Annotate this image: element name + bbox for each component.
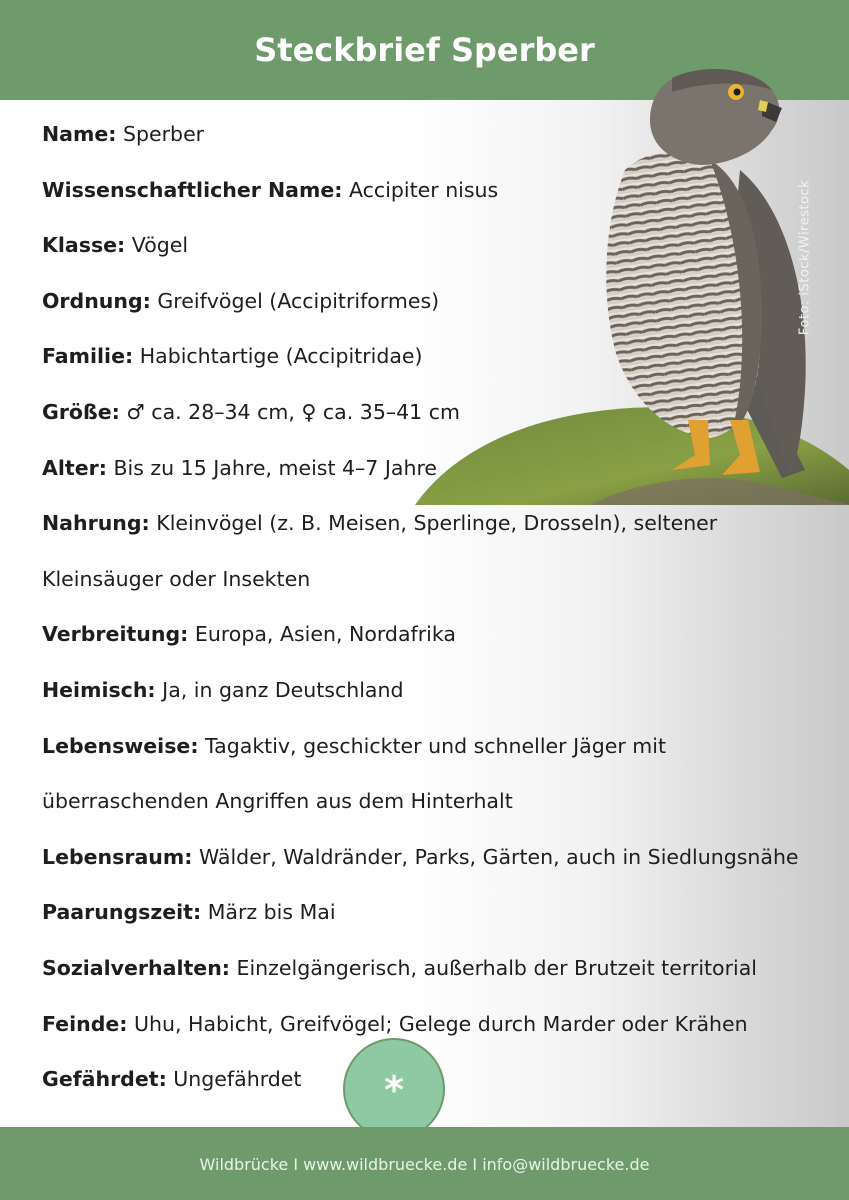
- field-way-of-life-continuation: überraschenden Angriffen aus dem Hinterhalt: [42, 789, 513, 813]
- field-order: [42, 287, 439, 315]
- field-label: Familie:: [42, 344, 134, 368]
- field-label: Name:: [42, 122, 117, 146]
- photo-credit: Foto: iStock/Wirestock: [797, 179, 813, 336]
- field-label: Größe:: [42, 400, 120, 424]
- field-label: Gefährdet:: [42, 1067, 167, 1091]
- field-social-behaviour: [42, 954, 757, 982]
- field-scientific-name: [42, 176, 498, 204]
- field-way-of-life: [42, 732, 666, 760]
- field-label: Alter:: [42, 456, 107, 480]
- asterisk-badge: [343, 1038, 445, 1140]
- field-class: [42, 231, 188, 259]
- field-habitat: [42, 843, 799, 871]
- field-label: Verbreitung:: [42, 622, 189, 646]
- field-value: Greifvögel (Accipitriformes): [157, 289, 440, 313]
- field-value: Ungefährdet: [173, 1067, 302, 1091]
- field-value: Habichtartige (Accipitridae): [139, 344, 423, 368]
- field-value: Bis zu 15 Jahre, meist 4–7 Jahre: [113, 456, 438, 480]
- field-native: [42, 676, 403, 704]
- sparrowhawk-photo: [410, 60, 849, 505]
- field-endangered: [42, 1065, 301, 1093]
- field-label: Wissenschaftlicher Name:: [42, 178, 343, 202]
- field-enemies: [42, 1010, 748, 1038]
- field-mating-season: [42, 898, 336, 926]
- field-value: Einzelgängerisch, außerhalb der Brutzeit territorial: [236, 956, 757, 980]
- field-label: Nahrung:: [42, 511, 150, 535]
- field-value: ♂ ca. 28–34 cm, ♀ ca. 35–41 cm: [126, 400, 460, 424]
- field-value: Uhu, Habicht, Greifvögel; Gelege durch Marder oder Krähen: [134, 1012, 748, 1036]
- field-food: [42, 509, 717, 537]
- field-size: [42, 398, 460, 426]
- field-value: Kleinvögel (z. B. Meisen, Sperlinge, Drosseln), seltener: [156, 511, 718, 535]
- field-distribution: [42, 620, 456, 648]
- field-label: Lebensraum:: [42, 845, 193, 869]
- field-label: Ordnung:: [42, 289, 151, 313]
- footer-bar: [0, 1127, 849, 1200]
- field-value: Europa, Asien, Nordafrika: [194, 622, 456, 646]
- field-family: [42, 342, 423, 370]
- field-value: Sperber: [122, 122, 205, 146]
- field-label: Lebensweise:: [42, 734, 199, 758]
- field-label: Klasse:: [42, 233, 126, 257]
- field-value: Tagaktiv, geschickter und schneller Jäger mit: [205, 734, 666, 758]
- field-label: Feinde:: [42, 1012, 128, 1036]
- asterisk-icon: *: [384, 1068, 404, 1112]
- field-name: [42, 120, 204, 148]
- field-label: Heimisch:: [42, 678, 156, 702]
- field-value: Accipiter nisus: [348, 178, 499, 202]
- page-title: Steckbrief Sperber: [254, 31, 595, 69]
- footer-text: Wildbrücke I www.wildbruecke.de I info@wildbruecke.de: [199, 1155, 650, 1174]
- field-value: Vögel: [131, 233, 189, 257]
- field-value: Ja, in ganz Deutschland: [162, 678, 404, 702]
- field-label: Paarungszeit:: [42, 900, 202, 924]
- field-value: März bis Mai: [207, 900, 336, 924]
- field-value: Wälder, Waldränder, Parks, Gärten, auch in Siedlungsnähe: [198, 845, 799, 869]
- field-food-continuation: Kleinsäuger oder Insekten: [42, 567, 311, 591]
- field-label: Sozialverhalten:: [42, 956, 230, 980]
- field-age: [42, 454, 437, 482]
